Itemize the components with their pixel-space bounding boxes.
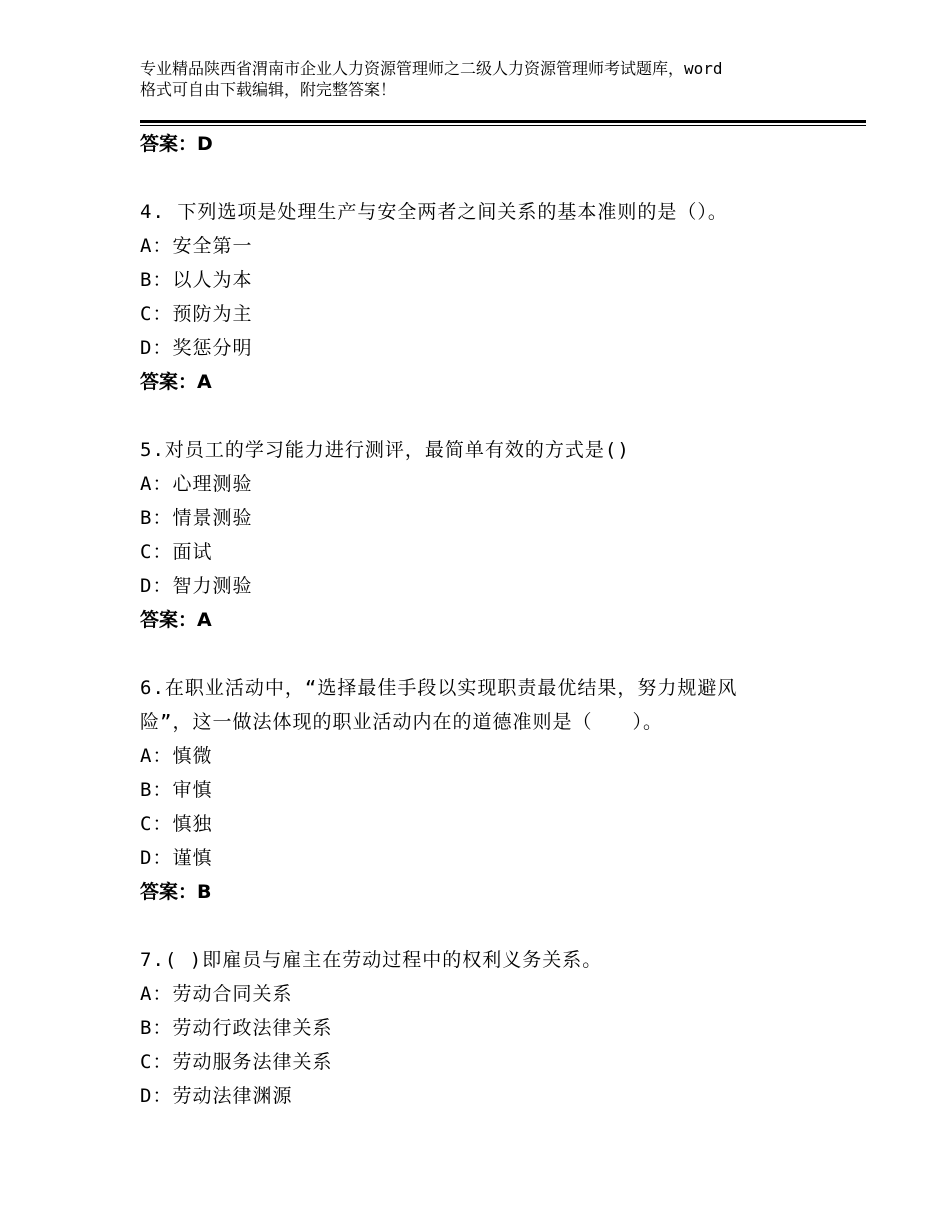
question-block: [140, 195, 820, 399]
previous-answer: 答案：D: [140, 133, 213, 155]
option-d: D：智力测验: [140, 575, 253, 597]
spacer: [140, 399, 820, 433]
question-stem: 7.( )即雇员与雇主在劳动过程中的权利义务关系。: [140, 949, 603, 971]
option-b: B：劳动行政法律关系: [140, 1017, 333, 1039]
question-answer: 答案：A: [140, 371, 212, 393]
spacer: [140, 637, 820, 671]
question-answer: 答案：B: [140, 881, 212, 903]
spacer: [140, 161, 820, 195]
option-a: A：心理测验: [140, 473, 253, 495]
question-block: [140, 671, 820, 909]
question-block: [140, 943, 820, 1113]
option-d: D：谨慎: [140, 847, 213, 869]
option-c: C：预防为主: [140, 303, 253, 325]
option-a: A：劳动合同关系: [140, 983, 293, 1005]
document-header: 专业精品陕西省渭南市企业人力资源管理师之二级人力资源管理师考试题库，word 格式可自由下载编辑，附完整答案！: [140, 59, 723, 99]
option-a: A：慎微: [140, 745, 213, 767]
question-stem: 4. 下列选项是处理生产与安全两者之间关系的基本准则的是（）。: [140, 201, 728, 223]
option-d: D：劳动法律渊源: [140, 1085, 293, 1107]
option-c: C：面试: [140, 541, 213, 563]
spacer: [140, 909, 820, 943]
header-divider: [140, 120, 866, 126]
header-divider-thin: [140, 125, 866, 126]
question-stem-line-1: 6.在职业活动中，“选择最佳手段以实现职责最优结果，努力规避风: [140, 677, 738, 699]
option-b: B：审慎: [140, 779, 213, 801]
option-b: B：情景测验: [140, 507, 253, 529]
question-stem: 5.对员工的学习能力进行测评，最简单有效的方式是(): [140, 439, 630, 461]
question-answer: 答案：A: [140, 609, 212, 631]
option-a: A：安全第一: [140, 235, 253, 257]
question-stem-line-2: 险”，这一做法体现的职业活动内在的道德准则是（ ）。: [140, 711, 663, 733]
option-d: D：奖惩分明: [140, 337, 253, 359]
question-block: [140, 433, 820, 637]
option-c: C：劳动服务法律关系: [140, 1051, 333, 1073]
header-divider-thick: [140, 120, 866, 123]
option-c: C：慎独: [140, 813, 213, 835]
question-content: [140, 127, 820, 1113]
option-b: B：以人为本: [140, 269, 253, 291]
